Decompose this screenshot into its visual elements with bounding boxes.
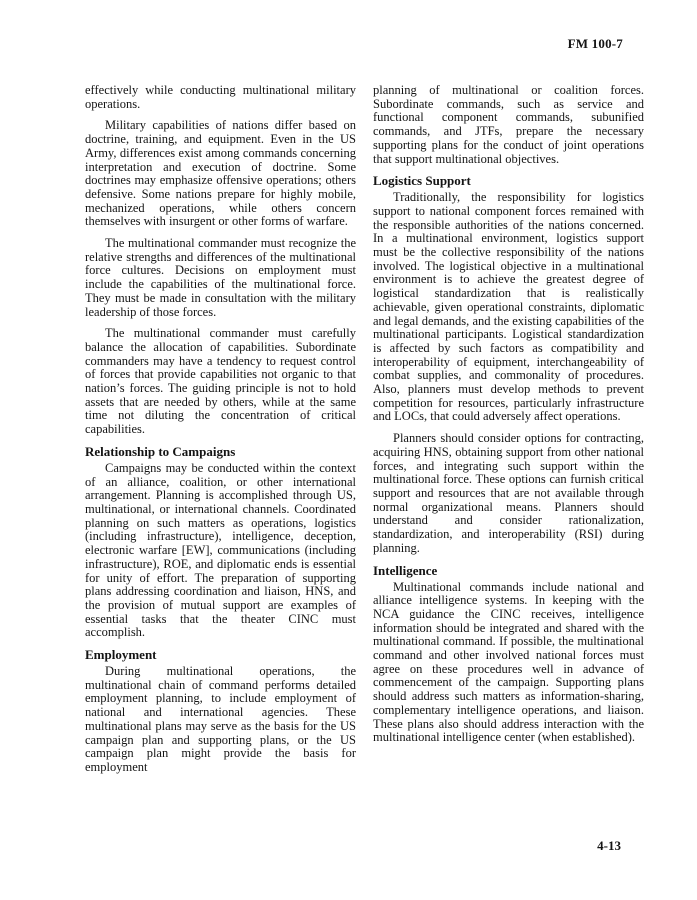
paragraph: During multinational operations, the multinational chain of command performs detailed employment planning, to include employment of national and international agencies. These multinational plans may serve as the basis for the US campaign plan and supporting plans, or the US campaign plan might provide the basis for employment <box>85 664 356 774</box>
paragraph: Military capabilities of nations differ based on doctrine, training, and equipment. Even in the US Army, differences exist among commands concerning interpretation and execution of doctrine. Some doctrines may emphasize offensive operations; others defensive. Some nations prepare for highly mobile, mechanized operations, while others concern themselves with insurgent or other forms of warfare. <box>85 118 356 229</box>
two-column-body <box>85 84 644 783</box>
page-footer <box>0 838 621 854</box>
paragraph: Planners should consider options for contracting, acquiring HNS, obtaining support from other national forces, and integrating such support within the multinational force. These options can furnish critical support and resources that are not available through normal organizational means. Planners should understand and consider rationalization, standardization, and interoperability (RSI) during planning. <box>373 431 644 555</box>
section-heading: Intelligence <box>373 562 438 578</box>
paragraph: Campaigns may be conducted within the context of an alliance, coalition, or other international arrangement. Planning is accomplished through US, multinational, or international channels. Coordinated planning on such matters as operations, logistics (including infrastructure), intelligence, deception, electronic warfare [EW], communications (including infrastructure), ROE, and diplomatic ends is essential for unity of effort. The preparation of supporting plans addressing coordination and liaison, HNS, and the provision of mutual support are examples of essential tasks that the theater CINC must accomplish. <box>85 460 356 640</box>
paragraph: The multinational commander must recognize the relative strengths and differences of the multinational force cultures. Decisions on employment must include the capabilities of the multinational force. They must be made in consultation with the military leadership of those forces. <box>85 236 356 319</box>
paragraph: Traditionally, the responsibility for logistics support to national component forces remained with the responsible authorities of the nations concerned. In a multinational environment, logistics support must be the collective responsibility of the nations involved. The logistical objective in a multinational environment is to achieve the greatest degree of logistical standardization that is realistically achievable, given operational constraints, diplomatic and legal demands, and the existing capabilities of the multinational participants. Logistical standardization is affected by such factors as compatibility and interoperability of equipment, interchangeability of combat supplies, and commonality of procedures. Also, planners must develop methods to prevent competition for resources, particularly infrastructure and LOCs, that could adversely affect operations. <box>373 190 644 424</box>
paragraph: The multinational commander must carefully balance the allocation of capabilities. Subordinate commanders may have a tendency to request control of forces that provide capabilities not organic to that nation’s forces. The guiding principle is not to hold assets that are needed by others, while at the same time not diluting the concentration of critical capabilities. <box>85 326 356 437</box>
paragraph: planning of multinational or coalition forces. Subordinate commands, such as service and functional component commands, subunified commands, and JTFs, prepare the necessary supporting plans for the conduct of joint operations that support multinational objectives. <box>373 83 644 166</box>
doc-number: FM 100-7 <box>567 36 623 51</box>
section-heading: Relationship to Campaigns <box>85 443 236 459</box>
paragraph: Multinational commands include national and alliance intelligence systems. In keeping with the NCA guidance the CINC receives, intelligence information should be integrated and shared with the multinational command. If possible, the multinational command and other involved national forces must agree on these procedures well in advance of commencement of the campaign. Supporting plans should address such matters as information-sharing, complementary intelligence operations, and liaison. These plans also should address interaction with the multinational intelligence center (when established). <box>373 579 644 745</box>
paragraph: effectively while conducting multinational military operations. <box>85 83 356 111</box>
left-column <box>85 84 356 783</box>
right-column <box>373 84 644 783</box>
page-header <box>0 36 623 52</box>
page-number: 4-13 <box>597 838 621 853</box>
section-heading: Employment <box>85 647 157 663</box>
section-heading: Logistics Support <box>373 173 471 189</box>
